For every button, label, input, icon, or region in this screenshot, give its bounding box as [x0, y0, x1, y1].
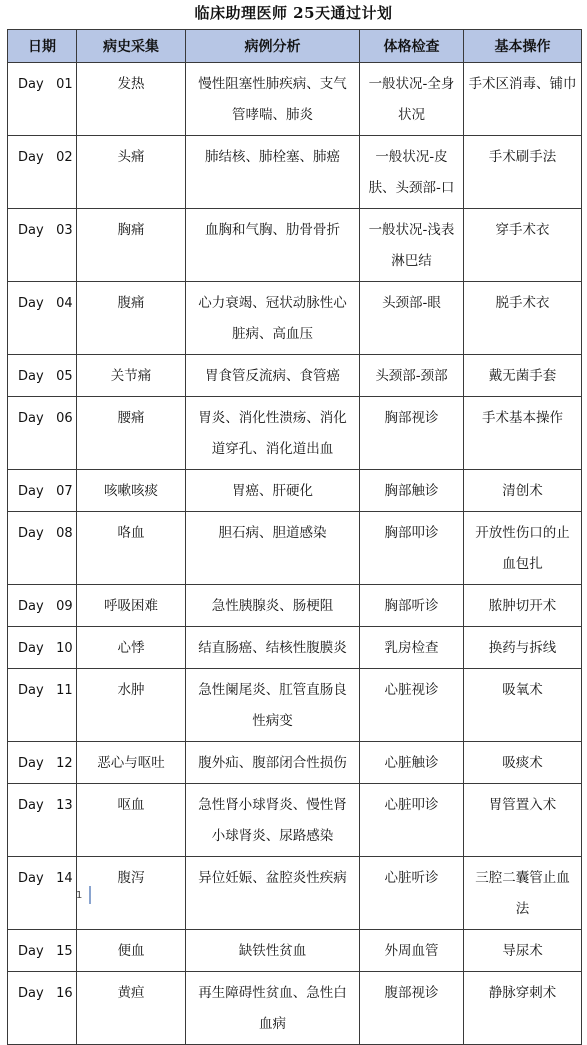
cell-day: Day 11	[8, 669, 77, 742]
cell-cases	[186, 209, 360, 282]
cell-exam	[360, 784, 464, 857]
cell-operations-line: 换药与拆线	[488, 640, 557, 656]
cell-day: Day 01	[8, 63, 77, 136]
cell-day: Day 10	[8, 627, 77, 669]
cell-day: Day 12	[8, 742, 77, 784]
cell-operations-line: 导尿术	[502, 943, 543, 959]
cell-history	[77, 742, 186, 784]
cell-exam-line: 胸部听诊	[384, 598, 439, 614]
header-exam: 体格检查	[360, 30, 464, 63]
cell-exam-line: 心脏听诊	[384, 870, 439, 886]
cell-history	[77, 930, 186, 972]
cell-cases	[186, 136, 360, 209]
cell-history	[77, 669, 186, 742]
cell-operations-line: 血包扎	[502, 556, 543, 572]
cell-cases-line: 结直肠癌、结核性腹膜炎	[198, 640, 347, 656]
table-row	[8, 397, 582, 470]
table-row	[8, 63, 582, 136]
cell-exam-line: 腹部视诊	[384, 985, 439, 1001]
cell-history	[77, 857, 186, 930]
cell-cases-line: 急性阑尾炎、肛管直肠良	[198, 682, 347, 698]
cell-history-line: 水肿	[117, 682, 145, 698]
cell-operations	[464, 512, 582, 585]
cell-exam	[360, 209, 464, 282]
cell-cases-line: 胃食管反流病、食管癌	[205, 368, 340, 384]
cell-operations	[464, 784, 582, 857]
cell-cases	[186, 669, 360, 742]
table-row	[8, 627, 582, 669]
cell-cases	[186, 742, 360, 784]
cell-operations	[464, 742, 582, 784]
header-cases: 病例分析	[186, 30, 360, 63]
cell-exam	[360, 355, 464, 397]
cell-exam	[360, 282, 464, 355]
cell-exam	[360, 930, 464, 972]
cell-day: Day 15	[8, 930, 77, 972]
cell-exam-line: 淋巴结	[391, 253, 432, 269]
cell-exam-line: 头颈部-眼	[382, 295, 441, 311]
cell-history	[77, 282, 186, 355]
table-row	[8, 857, 582, 930]
cell-cases	[186, 512, 360, 585]
study-plan-table	[7, 29, 582, 1045]
table-row	[8, 585, 582, 627]
cell-operations-line: 开放性伤口的止	[475, 525, 570, 541]
cell-history-line: 胸痛	[117, 222, 145, 238]
cell-cases-line: 急性胰腺炎、肠梗阻	[211, 598, 334, 614]
cell-exam	[360, 627, 464, 669]
cell-history	[77, 585, 186, 627]
cell-operations	[464, 63, 582, 136]
table-row	[8, 742, 582, 784]
cell-cases-line: 再生障碍性贫血、急性白	[198, 985, 347, 1001]
cell-exam-line: 心脏叩诊	[384, 797, 439, 813]
cell-day: Day 03	[8, 209, 77, 282]
cell-day: Day 02	[8, 136, 77, 209]
table-row	[8, 470, 582, 512]
table-row	[8, 355, 582, 397]
cell-day: Day 08	[8, 512, 77, 585]
cell-cases-line: 脏病、高血压	[232, 326, 313, 342]
cell-operations	[464, 972, 582, 1045]
cell-history	[77, 512, 186, 585]
table-row	[8, 972, 582, 1045]
cell-history	[77, 972, 186, 1045]
cell-exam-line: 一般状况-全身	[368, 76, 455, 92]
cell-exam	[360, 742, 464, 784]
cell-operations-line: 戴无菌手套	[488, 368, 557, 384]
table-row	[8, 512, 582, 585]
cell-cases-line: 腹外疝、腹部闭合性损伤	[198, 755, 347, 771]
cell-operations	[464, 470, 582, 512]
cell-exam	[360, 669, 464, 742]
cell-exam-line: 胸部视诊	[384, 410, 439, 426]
cell-history-line: 腹痛	[117, 295, 145, 311]
table-row	[8, 784, 582, 857]
cell-exam-line: 外周血管	[384, 943, 439, 959]
header-history: 病史采集	[77, 30, 186, 63]
cell-exam-line: 肤、头颈部-口	[368, 180, 455, 196]
cell-exam-line: 心脏触诊	[384, 755, 439, 771]
cell-day: Day 13	[8, 784, 77, 857]
header-operations: 基本操作	[464, 30, 582, 63]
cell-operations	[464, 282, 582, 355]
cell-exam	[360, 136, 464, 209]
cell-history	[77, 470, 186, 512]
cell-cases	[186, 930, 360, 972]
cell-history	[77, 136, 186, 209]
cell-day: Day 14	[8, 857, 77, 930]
cell-operations	[464, 397, 582, 470]
text-cursor-marker	[89, 886, 91, 904]
cell-history	[77, 209, 186, 282]
cell-day: Day 09	[8, 585, 77, 627]
header-date: 日期	[8, 30, 77, 63]
page-number: 1	[76, 890, 83, 901]
table-row	[8, 282, 582, 355]
cell-operations	[464, 930, 582, 972]
cell-exam-line: 状况	[398, 107, 425, 123]
table-header-row	[8, 30, 582, 63]
cell-history-line: 腹泻	[117, 870, 145, 886]
cell-exam	[360, 470, 464, 512]
cell-cases	[186, 355, 360, 397]
cell-operations	[464, 209, 582, 282]
cell-operations	[464, 355, 582, 397]
cell-cases-line: 性病变	[252, 713, 293, 729]
cell-exam-line: 胸部叩诊	[384, 525, 439, 541]
cell-cases	[186, 627, 360, 669]
cell-history-line: 黄疸	[117, 985, 145, 1001]
cell-operations-line: 吸氧术	[502, 682, 543, 698]
cell-cases-line: 道穿孔、消化道出血	[211, 441, 334, 457]
cell-day: Day 06	[8, 397, 77, 470]
table-row	[8, 669, 582, 742]
cell-history-line: 呕血	[117, 797, 145, 813]
cell-cases	[186, 784, 360, 857]
table-row	[8, 136, 582, 209]
cell-cases-line: 血病	[259, 1016, 286, 1032]
cell-history	[77, 63, 186, 136]
cell-operations	[464, 136, 582, 209]
cell-operations-line: 穿手术衣	[495, 222, 550, 238]
cell-cases	[186, 585, 360, 627]
cell-history-line: 关节痛	[110, 368, 152, 384]
cell-exam-line: 乳房检查	[384, 640, 439, 656]
cell-history	[77, 784, 186, 857]
cell-history	[77, 355, 186, 397]
cell-history-line: 腰痛	[117, 410, 145, 426]
cell-history-line: 恶心与呕吐	[97, 755, 165, 771]
cell-history-line: 发热	[117, 76, 145, 92]
cell-cases-line: 胃癌、肝硬化	[232, 483, 313, 499]
cell-cases	[186, 857, 360, 930]
cell-cases-line: 急性肾小球肾炎、慢性肾	[198, 797, 347, 813]
cell-operations	[464, 669, 582, 742]
cell-day: Day 05	[8, 355, 77, 397]
cell-exam-line: 心脏视诊	[384, 682, 439, 698]
cell-operations-line: 脓肿切开术	[488, 598, 557, 614]
cell-cases-line: 异位妊娠、盆腔炎性疾病	[198, 870, 347, 886]
cell-day: Day 16	[8, 972, 77, 1045]
cell-cases-line: 胃炎、消化性溃疡、消化	[198, 410, 347, 426]
cell-cases	[186, 470, 360, 512]
cell-cases-line: 胆石病、胆道感染	[218, 525, 327, 541]
cell-operations	[464, 627, 582, 669]
cell-exam	[360, 397, 464, 470]
cell-cases-line: 肺结核、肺栓塞、肺癌	[205, 149, 340, 165]
cell-cases-line: 慢性阻塞性肺疾病、支气	[198, 76, 347, 92]
cell-operations	[464, 585, 582, 627]
cell-operations-line: 手术基本操作	[482, 410, 563, 426]
cell-history-line: 呼吸困难	[104, 598, 158, 614]
cell-exam	[360, 512, 464, 585]
cell-operations-line: 脱手术衣	[495, 295, 550, 311]
cell-operations-line: 胃管置入术	[488, 797, 557, 813]
cell-operations-line: 静脉穿刺术	[488, 985, 557, 1001]
table-row	[8, 209, 582, 282]
cell-history	[77, 397, 186, 470]
cell-cases	[186, 397, 360, 470]
cell-exam-line: 胸部触诊	[384, 483, 439, 499]
cell-operations	[464, 857, 582, 930]
cell-operations-line: 三腔二囊管止血	[475, 870, 570, 886]
table-body	[8, 63, 582, 1045]
cell-cases	[186, 63, 360, 136]
cell-day: Day 04	[8, 282, 77, 355]
cell-operations-line: 法	[515, 901, 530, 917]
cell-cases-line: 管哮喘、肺炎	[232, 107, 313, 123]
cell-day: Day 07	[8, 470, 77, 512]
cell-history-line: 咳嗽咳痰	[104, 483, 158, 499]
cell-operations-line: 手术区消毒、铺巾	[468, 76, 577, 92]
cell-exam-line: 一般状况-浅表	[368, 222, 455, 238]
cell-exam	[360, 585, 464, 627]
cell-cases-line: 小球肾炎、尿路感染	[211, 828, 334, 844]
cell-history-line: 心悸	[117, 640, 145, 656]
cell-exam	[360, 63, 464, 136]
cell-operations-line: 吸痰术	[502, 755, 543, 771]
cell-operations-line: 手术刷手法	[488, 149, 557, 165]
cell-history-line: 头痛	[117, 149, 145, 165]
cell-cases-line: 缺铁性贫血	[238, 943, 307, 959]
cell-exam-line: 一般状况-皮	[375, 149, 448, 165]
cell-exam	[360, 972, 464, 1045]
cell-history	[77, 627, 186, 669]
cell-history-line: 咯血	[117, 525, 145, 541]
cell-exam-line: 头颈部-颈部	[375, 368, 448, 384]
cell-cases	[186, 282, 360, 355]
page-title: 临床助理医师 25天通过计划	[194, 4, 393, 22]
cell-cases	[186, 972, 360, 1045]
cell-exam	[360, 857, 464, 930]
cell-history-line: 便血	[117, 943, 145, 959]
cell-cases-line: 心力衰竭、冠状动脉性心	[198, 295, 347, 311]
table-row	[8, 930, 582, 972]
cell-operations-line: 清创术	[502, 483, 543, 499]
cell-cases-line: 血胸和气胸、肋骨骨折	[205, 222, 340, 238]
